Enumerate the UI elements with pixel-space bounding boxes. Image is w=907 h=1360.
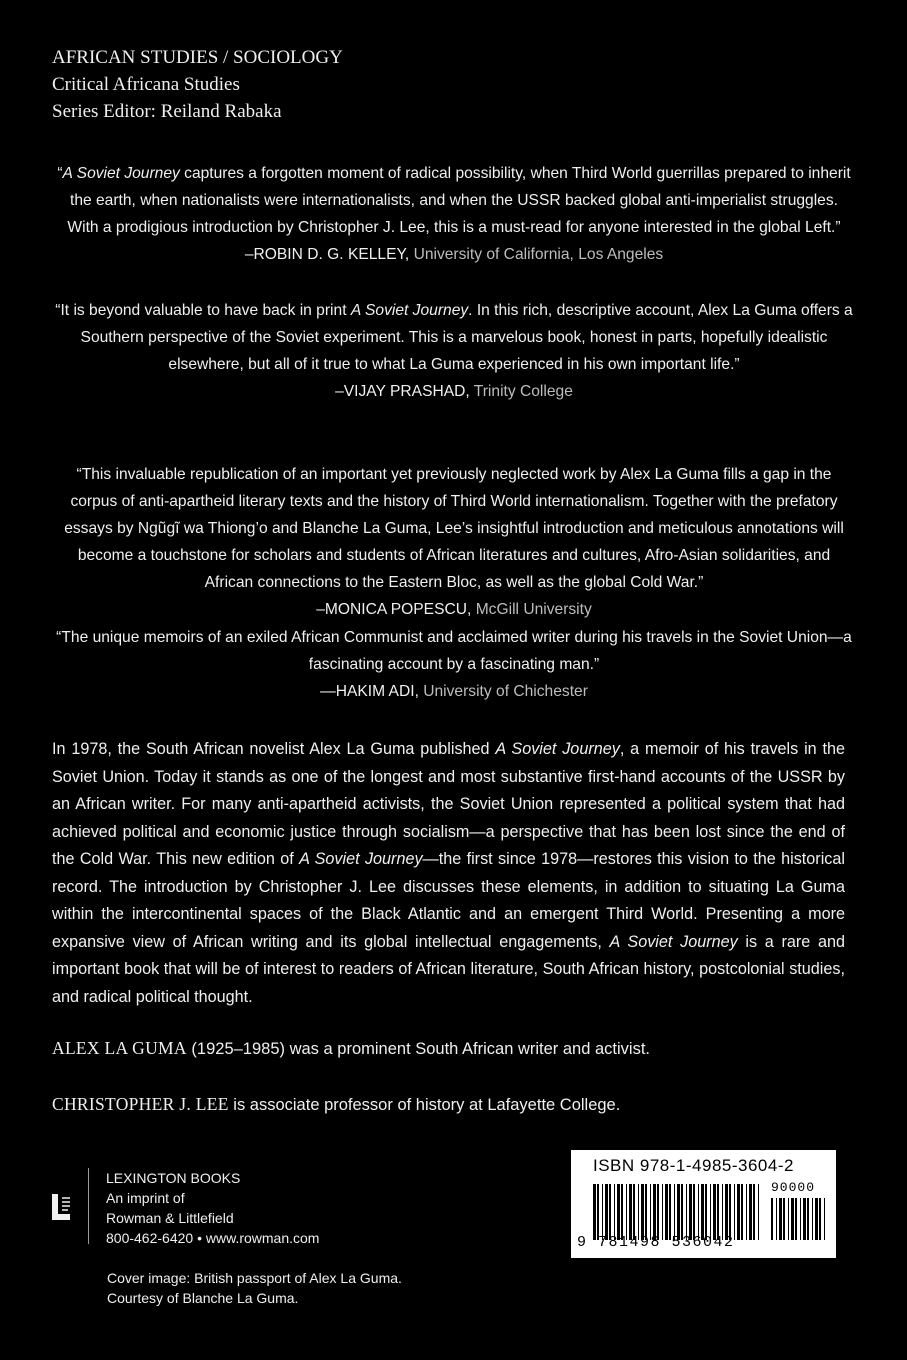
barcode-bar bbox=[749, 1184, 752, 1240]
publisher-info bbox=[106, 1168, 319, 1248]
endorsement-prashad bbox=[54, 297, 854, 405]
barcode-bar bbox=[734, 1184, 735, 1240]
barcode-bar bbox=[705, 1184, 707, 1240]
category-header bbox=[52, 44, 343, 125]
barcode-bar bbox=[717, 1184, 719, 1240]
barcode-bar bbox=[783, 1198, 785, 1240]
barcode-bar bbox=[791, 1198, 794, 1240]
book-description bbox=[52, 736, 845, 1011]
barcode-bar bbox=[638, 1184, 639, 1240]
barcode-bar bbox=[593, 1184, 596, 1240]
cover-credit-line1: Cover image: British passport of Alex La Guma. bbox=[107, 1270, 402, 1286]
endorser-institution: Trinity College bbox=[473, 383, 573, 400]
barcode-bar bbox=[689, 1184, 692, 1240]
endorser-name: HAKIM ADI bbox=[335, 683, 415, 700]
series-editor: Series Editor: Reiland Rabaka bbox=[52, 101, 282, 122]
barcode-bar bbox=[698, 1184, 699, 1240]
editor-bio-text: is associate professor of history at Lafayette College. bbox=[228, 1096, 621, 1114]
barcode-bar bbox=[674, 1184, 675, 1240]
barcode-bar bbox=[758, 1184, 759, 1240]
barcode-bar bbox=[713, 1184, 716, 1240]
quote-text: captures a forgotten moment of radical possibility, when Third World guerrillas prepared to inherit the earth, when nationalists were internationalists, and when the USSR backed global anti-imperialist struggles. With a prodigious introduction by Christopher J. Lee, this is a must-read for anyone interested in the global Left.” bbox=[67, 165, 851, 236]
barcode-bar bbox=[657, 1184, 659, 1240]
barcode-bar bbox=[621, 1184, 623, 1240]
quote-book-title: A Soviet Journey bbox=[62, 165, 180, 182]
barcode-bar bbox=[693, 1184, 695, 1240]
barcode-bars bbox=[593, 1184, 763, 1240]
barcode-bar bbox=[614, 1184, 615, 1240]
barcode-bar bbox=[701, 1184, 704, 1240]
publisher-divider bbox=[88, 1168, 89, 1244]
lexington-logo-icon bbox=[48, 1192, 74, 1222]
barcode-bar bbox=[815, 1198, 818, 1240]
barcode-bar bbox=[788, 1198, 789, 1240]
barcode-bar bbox=[609, 1184, 611, 1240]
barcode-bar bbox=[597, 1184, 599, 1240]
endorsement-popescu bbox=[54, 461, 854, 623]
publisher-block bbox=[48, 1168, 368, 1246]
barcode-bar bbox=[626, 1184, 627, 1240]
quote-text-pre: “It is beyond valuable to have back in print bbox=[55, 302, 351, 319]
barcode-bar bbox=[729, 1184, 731, 1240]
endorser-institution: University of California, Los Angeles bbox=[413, 246, 664, 263]
barcode-bar bbox=[807, 1198, 809, 1240]
desc-text: —the first since 1978—restores this vision to the historical record. The introduction by Christopher J. Lee discusses these elements, in addition to situating La Guma within the intercontinental spaces of the Black Atlantic and an emergent Third World. Presenting a more expansive view of African writing and its global intellectual engagements, bbox=[52, 850, 845, 951]
publisher-parent: Rowman & Littlefield bbox=[106, 1210, 234, 1226]
barcode-bar bbox=[629, 1184, 632, 1240]
barcode-bar bbox=[662, 1184, 663, 1240]
desc-text: In 1978, the South African novelist Alex La Guma published bbox=[52, 740, 496, 758]
price-barcode-bars bbox=[771, 1198, 829, 1240]
barcode-bar bbox=[819, 1198, 821, 1240]
author-bio bbox=[52, 1038, 650, 1059]
barcode-bar bbox=[617, 1184, 620, 1240]
quote-attribution: –MONICA POPESCU, McGill University bbox=[316, 601, 592, 618]
cover-credit bbox=[107, 1268, 402, 1308]
price-code: 90000 bbox=[771, 1180, 816, 1195]
desc-text: is a rare and important book that will be of interest to readers of African literature, South African history, postcolonial studies, and radical political thought. bbox=[52, 932, 845, 1006]
publisher-imprint: An imprint of bbox=[106, 1190, 185, 1206]
barcode-bar bbox=[746, 1184, 747, 1240]
quote-attribution: –ROBIN D. G. KELLEY, University of California, Los Angeles bbox=[244, 246, 664, 263]
ean-number: 9 781498 536042 bbox=[577, 1234, 735, 1251]
author-bio-text: (1925–1985) was a prominent South African writer and activist. bbox=[186, 1040, 651, 1058]
barcode-bar bbox=[650, 1184, 651, 1240]
barcode-bar bbox=[681, 1184, 683, 1240]
quote-book-title: A Soviet Journey bbox=[350, 302, 469, 319]
desc-book-title: A Soviet Journey bbox=[609, 932, 738, 951]
barcode-bar bbox=[641, 1184, 644, 1240]
barcode-bar bbox=[771, 1198, 773, 1240]
desc-text: , a memoir of his travels in the Soviet Union. Today it stands as one of the longest and most substantive first-hand accounts of the USSR by an African writer. For many anti-apartheid activists, the Soviet Union represented a political system that had achieved political and economic justice through socialism—a perspective that has been lost since the end of the Cold War. This new edition of bbox=[52, 740, 845, 868]
editor-bio bbox=[52, 1094, 620, 1115]
endorser-institution: University of Chichester bbox=[423, 683, 588, 700]
endorsement-adi bbox=[54, 624, 854, 705]
barcode-bar bbox=[633, 1184, 635, 1240]
barcode-bar bbox=[722, 1184, 723, 1240]
quote-attribution: —HAKIM ADI, University of Chichester bbox=[320, 683, 588, 700]
barcode-bar bbox=[776, 1198, 777, 1240]
barcode-bar bbox=[824, 1198, 825, 1240]
subject-category: AFRICAN STUDIES / SOCIOLOGY bbox=[52, 47, 343, 68]
editor-name: CHRISTOPHER J. LEE bbox=[52, 1094, 229, 1114]
desc-book-title: A Soviet Journey bbox=[299, 850, 423, 868]
desc-book-title: A Soviet Journey bbox=[495, 740, 620, 758]
author-name: ALEX LA GUMA bbox=[52, 1038, 187, 1058]
barcode-bar bbox=[725, 1184, 728, 1240]
cover-credit-line2: Courtesy of Blanche La Guma. bbox=[107, 1290, 299, 1306]
publisher-contact: 800-462-6420 • www.rowman.com bbox=[106, 1230, 320, 1246]
barcode-bar bbox=[803, 1198, 806, 1240]
barcode-bar bbox=[602, 1184, 603, 1240]
barcode-bar bbox=[741, 1184, 743, 1240]
barcode-bar bbox=[737, 1184, 740, 1240]
barcode-bar bbox=[812, 1198, 813, 1240]
barcode-bar bbox=[665, 1184, 668, 1240]
quote-text: . In this rich, descriptive account, Alex La Guma offers a Southern perspective of the Soviet experiment. This is a marvelous book, honest in parts, hopefully idealistic elsewhere, but all of it true to what La Guma experienced in his own important life.” bbox=[80, 302, 853, 373]
barcode-bar bbox=[710, 1184, 711, 1240]
barcode-bar bbox=[645, 1184, 647, 1240]
quote-attribution: –VIJAY PRASHAD, Trinity College bbox=[335, 383, 573, 400]
barcode-bar bbox=[779, 1198, 782, 1240]
barcode-bar bbox=[753, 1184, 755, 1240]
isbn-barcode bbox=[571, 1150, 836, 1258]
barcode-bar bbox=[677, 1184, 680, 1240]
endorser-name: VIJAY PRASHAD bbox=[343, 383, 466, 400]
barcode-bar bbox=[605, 1184, 608, 1240]
isbn-number: ISBN 978-1-4985-3604-2 bbox=[593, 1156, 794, 1175]
endorsement-kelley: “A Soviet Journey captures a forgotten moment of radical possibility, when Third World guerrillas prepared to inherit the earth, when nationalists were internationalists, and when the USSR backed global anti-imperialist struggles. With a prodigious introduction by Christopher J. Lee, this is a must-read for anyone interested in the global Left.” –ROBIN D. G. KELLEY, University of California, Los Angeles bbox=[54, 160, 854, 268]
publisher-name: LEXINGTON BOOKS bbox=[106, 1170, 241, 1186]
barcode-bar bbox=[686, 1184, 687, 1240]
endorser-name: MONICA POPESCU bbox=[324, 601, 468, 618]
barcode-bar bbox=[653, 1184, 656, 1240]
quote-text: “This invaluable republication of an important yet previously neglected work by Alex La Guma fills a gap in the corpus of anti-apartheid literary texts and the history of Third World internationalism. Together with the prefatory essays by Ngũgĩ wa Thiong’o and Blanche La Guma, Lee’s insightful introduction and meticulous annotations will become a touchstone for scholars and students of African literatures and cultures, Afro-Asian solidarities, and African connections to the Eastern Bloc, as well as the global Cold War.” bbox=[64, 466, 844, 591]
quote-text: “The unique memoirs of an exiled African Communist and acclaimed writer during his travels in the Soviet Union—a fascinating account by a fascinating man.” bbox=[56, 629, 852, 673]
endorser-name: ROBIN D. G. KELLEY bbox=[253, 246, 405, 263]
barcode-bar bbox=[669, 1184, 671, 1240]
series-name: Critical Africana Studies bbox=[52, 74, 240, 95]
barcode-bar bbox=[795, 1198, 797, 1240]
endorser-institution: McGill University bbox=[475, 601, 592, 618]
barcode-bar bbox=[800, 1198, 801, 1240]
